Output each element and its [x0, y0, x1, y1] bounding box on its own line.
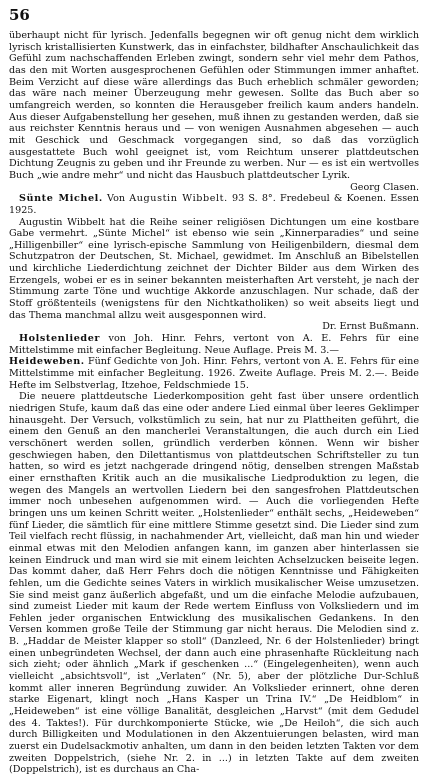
- music-title: Heideweben.: [9, 356, 85, 368]
- paragraph-text: Augustin Wibbelt hat die Reihe seiner religiösen Dichtungen um eine kostbare Gabe vermehrt. „Sünte Michel“ ist ebenso wie sein „Kinnerparadies“ und seine „Hilligenbiller“ eine lyrisch-epische Sammlung von Heiligenbildern, diesmal dem Schutzpatron der Deutschen, St. Michael, gewidmet. Im Anschluß an Bibelstellen und kirchliche Liederdichtung zeichnet der Dichter Bilder aus dem Wirken des Erzengels, wobei er es in seiner bekannten meisterhaften Art versteht, je nach der Stimmung zarte Töne und wuchtige Akkorde anzuschlagen. Nur schade, daß der Stoff größtenteils (wenigstens für den Nichtkatholiken) so weit abseits liegt und das Thema manchmal allzu weit ausgesponnen wird.: [9, 216, 419, 321]
- book-entry: [9, 193, 419, 216]
- review-paragraph: [9, 391, 419, 776]
- music-details: von Joh. Hinr. Fehrs, vertont von A. E. Fehrs für eine Mittelstimme mit einfacher Begleitung. Neue Auflage. Preis M. 3.—: [9, 333, 419, 356]
- signature: Dr. Ernst Bußmann.: [322, 321, 419, 333]
- article-body: [9, 30, 419, 776]
- book-title: Sünte Michel.: [19, 193, 103, 205]
- review-paragraph: [9, 217, 419, 322]
- music-entry: [9, 356, 419, 391]
- paragraph-text: überhaupt nicht für lyrisch. Jedenfalls begegnen wir oft genug nicht dem wirklich lyrisch kristallisierten Kunstwerk, das in einfachster, bildhafter Anschaulichkeit das Gefühl zum nachschaffenden Erleben zwingt, sondern sehr viel mehr dem Pathos, das den mit Worten ausgesprochenen Gefühlen oder Stimmungen immer anhaftet. Beim Verzicht auf diese wäre allerdings das Buch erheblich schmäler geworden; das wäre nach meiner Überzeugung mehr gewesen. Sollte das Buch aber so umfangreich werden, so konnten die Herausgeber freilich kaum anders handeln. Aus dieser Aufgabenstellung her gesehen, muß ihnen zu gestanden werden, daß sie aus reichster Kenntnis heraus und — von wenigen Ausnahmen abgesehen — auch mit Geschick und Geschmack vorgegangen sind, so daß das vorzüglich ausgestattete Buch wohl geeignet ist, vom Reichtum unserer plattdeutschen Dichtung Zeugnis zu geben und ihr Freunde zu werben. Nur — es ist ein wertvolles Buch „wie andre mehr“ und nicht das Hausbuch plattdeutscher Lyrik.: [9, 30, 419, 181]
- signature: Georg Clasen.: [350, 181, 419, 193]
- music-details: Fünf Gedichte von Joh. Hinr. Fehrs, vertont von A. E. Fehrs für eine Mittelstimme mit einfacher Begleitung. 1926. Zweite Auflage. Preis M. 2.—. Beide Hefte im Selbstverlag, Itzehoe, Feldschmiede 15.: [9, 356, 419, 391]
- music-entry: [9, 333, 419, 356]
- book-author: Augustin Wibbelt.: [129, 193, 228, 205]
- author-prefix: Von: [107, 193, 126, 205]
- music-title: Holstenlieder: [19, 333, 101, 345]
- page-number: 56: [9, 6, 30, 24]
- review-paragraph: [9, 30, 419, 182]
- paragraph-text: Die neuere plattdeutsche Liederkomposition geht fast über unsere ordentlich niedrigen Stufe, kaum daß das eine oder andere Lied einmal über leeres Geklimper hinausgeht. Der Versuch, volkstümlich zu sein, hat nur zu Plattheiten geführt, die einem den Genuß an den mancherlei Veranstaltungen, die auch durch ein Lied verschönert werden sollen, gründlich verderben können. Wenn wir bisher geschwiegen haben, den Dilettantismus von plattdeutschen Schriftsteller zu tun hatten, so wird es jetzt nachgerade dringend nötig, denselben strengen Maßstab einer ernsthaften Kritik auch an die musikalische Liedproduktion zu legen, die wegen des Mangels an wertvollen Liedern bei den sangesfrohen Plattdeutschen immer noch unbesehen aufgenommen wird. — Auch die vorliegenden Hefte bringen uns um keinen Schritt weiter. „Holstenlieder“ enthält sechs, „Heideweben“ fünf Lieder, die sämtlich für eine mittlere Stimme gesetzt sind. Die Lieder sind zum Teil vielfach recht flüssig, in nachahmender Art, vielleicht, daß man hin und wieder einmal etwas mit den Melodien anfangen kann, im ganzen aber hinterlassen sie keinen Eindruck und man wird sie mit einem leichten Achselzucken beiseite legen. Das kommt daher, daß Herr Fehrs doch die nötigen Kenntnisse und Fähigkeiten fehlen, um die Gedichte seines Vaters in wirklich musikalischer Weise umzusetzen. Sie sind meist ganz äußerlich abgefaßt, und um die einfache Melodie aufzubauen, sind zumeist Lieder mit kaum der Rede wertem Einfluss von Volksliedern und im Fehlen jeder organischen Entwicklung des musikalischen Gedankens. In den Versen kommen große Teile der Stimmung gar nicht heraus. Die Melodien sind z. B. „Haddar de Meister klapper so stoll“ (Danzleed, Nr. 6 der Holstenlieder) bringt einen unbegründeten Wechsel, der dann auch eine phrasenhafte Rückleitung nach sich zieht; oder ähnlich „Mark if geschenken ...“ (Eingelegenheiten), wenn auch vielleicht „absichtsvoll“, ist „Verlaten“ (Nr. 5), aber der plötzliche Dur-Schluß kommt aller inneren Begründung zuwider. An Volkslieder erinnert, ohne deren starke Eigenart, klingt noch „Hans Kasper un Trina IV.“ „De Heidblom“ in „Heideweben“ ist eine völlige Banalität, desgleichen „Harvst“ (mit dem Gedudel des 4. Taktes!). Für durchkomponierte Stücke, wie „De Heiloh“, die sich auch durch Billigkeiten und Modulationen in den Akzentuierungen belasten, wird man zuerst ein Dudelsackmotiv anhalten, um dann in den beiden letzten Takten vor dem zweiten Doppelstrich, (siehe Nr. 2. in ...) in letzten Takte auf dem zweiten (Doppelstrich), ist es durchaus an Cha-: [9, 391, 419, 776]
- book-details: 93 S. 8°. Fredebeul & Koenen. Essen 1925.: [9, 193, 419, 216]
